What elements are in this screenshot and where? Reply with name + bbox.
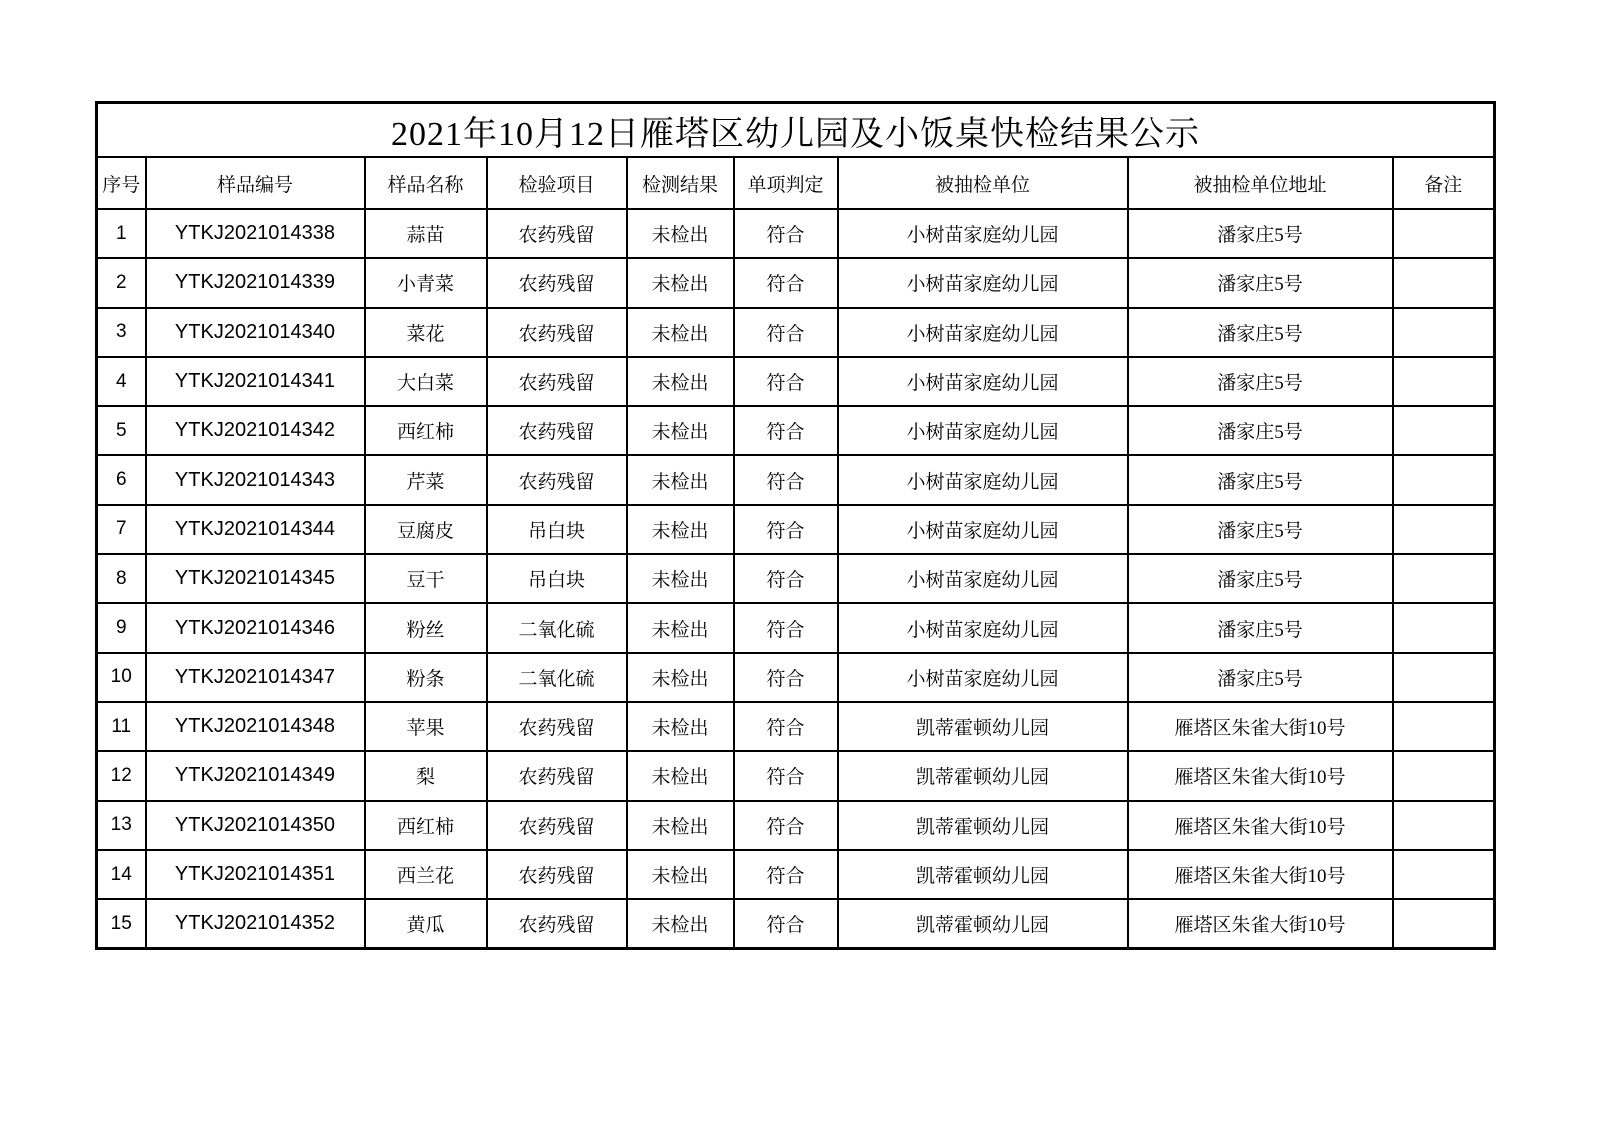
cell-test-item: 农药残留 [487, 209, 627, 258]
cell-sample-id: YTKJ2021014351 [146, 850, 365, 899]
cell-sample-name: 梨 [365, 751, 487, 800]
cell-unit-address: 雁塔区朱雀大街10号 [1128, 751, 1393, 800]
cell-test-item: 农药残留 [487, 308, 627, 357]
cell-unit: 小树苗家庭幼儿园 [838, 455, 1128, 504]
cell-unit: 小树苗家庭幼儿园 [838, 505, 1128, 554]
header-unit: 被抽检单位 [838, 157, 1128, 209]
cell-remark [1393, 653, 1495, 702]
cell-judgment: 符合 [734, 308, 838, 357]
cell-unit: 凯蒂霍顿幼儿园 [838, 899, 1128, 949]
cell-unit-address: 雁塔区朱雀大街10号 [1128, 702, 1393, 751]
page-title: 2021年10月12日雁塔区幼儿园及小饭桌快检结果公示 [97, 103, 1495, 158]
cell-test-item: 吊白块 [487, 554, 627, 603]
cell-sample-id: YTKJ2021014348 [146, 702, 365, 751]
cell-judgment: 符合 [734, 406, 838, 455]
cell-test-result: 未检出 [627, 899, 734, 949]
table-row [97, 603, 1495, 652]
table-row [97, 801, 1495, 850]
cell-sample-name: 蒜苗 [365, 209, 487, 258]
cell-test-item: 二氧化硫 [487, 603, 627, 652]
cell-test-item: 农药残留 [487, 258, 627, 307]
cell-test-item: 农药残留 [487, 357, 627, 406]
cell-unit: 小树苗家庭幼儿园 [838, 406, 1128, 455]
cell-test-result: 未检出 [627, 308, 734, 357]
cell-remark [1393, 308, 1495, 357]
header-sample-name: 样品名称 [365, 157, 487, 209]
cell-unit-address: 潘家庄5号 [1128, 505, 1393, 554]
cell-judgment: 符合 [734, 357, 838, 406]
table-row [97, 899, 1495, 949]
cell-test-item: 农药残留 [487, 406, 627, 455]
cell-sample-id: YTKJ2021014345 [146, 554, 365, 603]
cell-test-result: 未检出 [627, 209, 734, 258]
cell-unit: 凯蒂霍顿幼儿园 [838, 751, 1128, 800]
cell-test-item: 农药残留 [487, 899, 627, 949]
cell-unit-address: 潘家庄5号 [1128, 653, 1393, 702]
cell-judgment: 符合 [734, 505, 838, 554]
cell-serial: 7 [97, 505, 146, 554]
cell-judgment: 符合 [734, 702, 838, 751]
cell-judgment: 符合 [734, 899, 838, 949]
cell-serial: 5 [97, 406, 146, 455]
cell-unit-address: 潘家庄5号 [1128, 455, 1393, 504]
cell-sample-id: YTKJ2021014352 [146, 899, 365, 949]
cell-sample-name: 粉丝 [365, 603, 487, 652]
cell-remark [1393, 899, 1495, 949]
cell-sample-name: 菜花 [365, 308, 487, 357]
header-sample-id: 样品编号 [146, 157, 365, 209]
cell-test-result: 未检出 [627, 850, 734, 899]
cell-unit-address: 潘家庄5号 [1128, 603, 1393, 652]
cell-test-item: 农药残留 [487, 455, 627, 504]
cell-sample-name: 苹果 [365, 702, 487, 751]
cell-sample-name: 黄瓜 [365, 899, 487, 949]
table-row [97, 653, 1495, 702]
cell-sample-id: YTKJ2021014341 [146, 357, 365, 406]
header-judgment: 单项判定 [734, 157, 838, 209]
cell-serial: 4 [97, 357, 146, 406]
cell-unit: 小树苗家庭幼儿园 [838, 308, 1128, 357]
cell-unit-address: 潘家庄5号 [1128, 258, 1393, 307]
header-test-item: 检验项目 [487, 157, 627, 209]
cell-sample-name: 粉条 [365, 653, 487, 702]
cell-remark [1393, 505, 1495, 554]
cell-test-item: 农药残留 [487, 751, 627, 800]
table-row [97, 258, 1495, 307]
cell-unit: 小树苗家庭幼儿园 [838, 357, 1128, 406]
cell-test-item: 二氧化硫 [487, 653, 627, 702]
cell-serial: 1 [97, 209, 146, 258]
cell-judgment: 符合 [734, 603, 838, 652]
header-serial: 序号 [97, 157, 146, 209]
cell-test-item: 农药残留 [487, 702, 627, 751]
cell-remark [1393, 209, 1495, 258]
cell-sample-name: 西兰花 [365, 850, 487, 899]
table-row [97, 406, 1495, 455]
cell-serial: 15 [97, 899, 146, 949]
cell-sample-id: YTKJ2021014350 [146, 801, 365, 850]
table-row [97, 455, 1495, 504]
cell-sample-id: YTKJ2021014340 [146, 308, 365, 357]
cell-remark [1393, 406, 1495, 455]
cell-unit-address: 潘家庄5号 [1128, 308, 1393, 357]
table-title-row [97, 103, 1495, 158]
header-unit-address: 被抽检单位地址 [1128, 157, 1393, 209]
cell-sample-name: 大白菜 [365, 357, 487, 406]
cell-serial: 3 [97, 308, 146, 357]
cell-serial: 10 [97, 653, 146, 702]
table-row [97, 308, 1495, 357]
cell-sample-id: YTKJ2021014344 [146, 505, 365, 554]
cell-judgment: 符合 [734, 258, 838, 307]
cell-test-result: 未检出 [627, 702, 734, 751]
cell-test-item: 农药残留 [487, 850, 627, 899]
cell-serial: 2 [97, 258, 146, 307]
table-row [97, 554, 1495, 603]
cell-unit: 凯蒂霍顿幼儿园 [838, 850, 1128, 899]
cell-unit-address: 潘家庄5号 [1128, 357, 1393, 406]
cell-sample-id: YTKJ2021014343 [146, 455, 365, 504]
cell-serial: 14 [97, 850, 146, 899]
cell-sample-name: 豆腐皮 [365, 505, 487, 554]
cell-sample-id: YTKJ2021014347 [146, 653, 365, 702]
cell-sample-id: YTKJ2021014339 [146, 258, 365, 307]
cell-sample-id: YTKJ2021014342 [146, 406, 365, 455]
cell-unit: 小树苗家庭幼儿园 [838, 554, 1128, 603]
cell-judgment: 符合 [734, 455, 838, 504]
cell-serial: 6 [97, 455, 146, 504]
cell-sample-name: 小青菜 [365, 258, 487, 307]
cell-test-result: 未检出 [627, 258, 734, 307]
cell-sample-name: 西红柿 [365, 406, 487, 455]
cell-test-result: 未检出 [627, 554, 734, 603]
cell-unit: 小树苗家庭幼儿园 [838, 209, 1128, 258]
cell-test-result: 未检出 [627, 603, 734, 652]
table-header-row [97, 157, 1495, 209]
cell-serial: 11 [97, 702, 146, 751]
cell-sample-name: 西红柿 [365, 801, 487, 850]
cell-test-result: 未检出 [627, 751, 734, 800]
cell-serial: 12 [97, 751, 146, 800]
cell-sample-id: YTKJ2021014349 [146, 751, 365, 800]
cell-unit: 凯蒂霍顿幼儿园 [838, 801, 1128, 850]
cell-remark [1393, 702, 1495, 751]
table-row [97, 850, 1495, 899]
cell-judgment: 符合 [734, 653, 838, 702]
cell-unit-address: 潘家庄5号 [1128, 209, 1393, 258]
cell-serial: 8 [97, 554, 146, 603]
cell-judgment: 符合 [734, 850, 838, 899]
cell-judgment: 符合 [734, 801, 838, 850]
cell-judgment: 符合 [734, 209, 838, 258]
cell-unit: 小树苗家庭幼儿园 [838, 258, 1128, 307]
table-row [97, 751, 1495, 800]
cell-unit: 小树苗家庭幼儿园 [838, 603, 1128, 652]
table-row [97, 702, 1495, 751]
cell-sample-name: 芹菜 [365, 455, 487, 504]
cell-remark [1393, 554, 1495, 603]
cell-remark [1393, 751, 1495, 800]
cell-sample-name: 豆干 [365, 554, 487, 603]
table-body [97, 209, 1495, 949]
cell-test-result: 未检出 [627, 406, 734, 455]
cell-unit-address: 潘家庄5号 [1128, 554, 1393, 603]
cell-judgment: 符合 [734, 554, 838, 603]
table-row [97, 209, 1495, 258]
cell-unit: 小树苗家庭幼儿园 [838, 653, 1128, 702]
table-row [97, 505, 1495, 554]
cell-unit-address: 雁塔区朱雀大街10号 [1128, 850, 1393, 899]
cell-sample-id: YTKJ2021014346 [146, 603, 365, 652]
cell-test-item: 吊白块 [487, 505, 627, 554]
cell-test-result: 未检出 [627, 455, 734, 504]
cell-unit: 凯蒂霍顿幼儿园 [838, 702, 1128, 751]
cell-test-result: 未检出 [627, 801, 734, 850]
cell-unit-address: 雁塔区朱雀大街10号 [1128, 801, 1393, 850]
cell-remark [1393, 850, 1495, 899]
cell-remark [1393, 801, 1495, 850]
cell-test-result: 未检出 [627, 653, 734, 702]
cell-judgment: 符合 [734, 751, 838, 800]
cell-remark [1393, 603, 1495, 652]
cell-remark [1393, 455, 1495, 504]
header-remark: 备注 [1393, 157, 1495, 209]
cell-unit-address: 潘家庄5号 [1128, 406, 1393, 455]
cell-test-result: 未检出 [627, 505, 734, 554]
cell-test-item: 农药残留 [487, 801, 627, 850]
cell-test-result: 未检出 [627, 357, 734, 406]
header-test-result: 检测结果 [627, 157, 734, 209]
cell-serial: 9 [97, 603, 146, 652]
cell-serial: 13 [97, 801, 146, 850]
table-row [97, 357, 1495, 406]
cell-remark [1393, 357, 1495, 406]
cell-sample-id: YTKJ2021014338 [146, 209, 365, 258]
cell-unit-address: 雁塔区朱雀大街10号 [1128, 899, 1393, 949]
cell-remark [1393, 258, 1495, 307]
inspection-results-table [95, 101, 1496, 950]
